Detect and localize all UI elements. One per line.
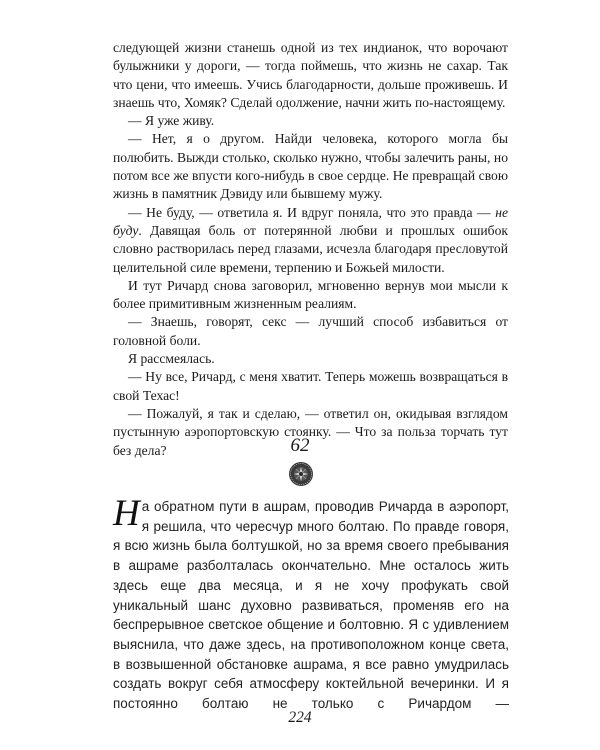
paragraph: Я рассмеялась. xyxy=(128,351,215,367)
chapter-opening-paragraph xyxy=(113,493,509,714)
dialogue-line: — Я уже живу. xyxy=(128,113,215,129)
text-run: а обратном пути в ашрам, проводив Ричарда в аэропорт, я решила, что чересчур много болтаю. По правде говоря, я всю жизнь была болтушкой, но за время своего пребывания в ашраме разболталась окончательно. Мне осталось жить здесь еще два месяца, и я не хочу профукать свой уникальный шанс духовно развиваться, променяв его на беспрерывное светское общение и болтовню. Я с удивлением выяснила, что даже здесь, на противоположном конце света, в возвышенной обстановке ашрама, я все равно умудрилась создать вокруг себя атмосферу коктейльной вечеринки. И я постоянно болтаю не только с Ричардом — xyxy=(113,499,509,712)
text-run: . Давящая боль от потерянной любви и прошлых ошибок словно растворилась перед глазами, исчезла благодаря пресловутой целительной силе времени, терпению и Божьей милости. xyxy=(113,222,508,275)
page-number: 224 xyxy=(288,709,312,726)
dialogue-line: — Знаешь, говорят, секс — лучший способ избавиться от головной боли. xyxy=(113,314,508,348)
ornament-medallion-icon xyxy=(288,461,314,487)
paragraph: следующей жизни станешь одной из тех индианок, что ворочают булыжники у дороги, — тогда поймешь, что жизнь не сахар. Так что цени, что имеешь. Учись благодарности, дольше проживешь. И знаешь что, Хомяк? Сделай одолжение, начни жить по-настоящему. xyxy=(113,40,508,110)
emphasis-text: не буду xyxy=(113,204,508,238)
chapter-number: 62 xyxy=(290,435,310,456)
dialogue-line: — Пожалуй, я так и сделаю, — ответил он, окидывая взглядом пустынную аэропортовскую стоянку. — Что за польза торчать тут без дела? xyxy=(113,405,508,458)
dialogue-line: — Ну все, Ричард, с меня хватит. Теперь можешь возвращаться в свой Техас! xyxy=(113,369,508,403)
dialogue-line xyxy=(113,204,508,277)
chapter-body xyxy=(113,493,509,714)
drop-cap: Н xyxy=(113,493,140,534)
text-run: — Не буду, — ответила я. И вдруг поняла, что это правда — xyxy=(128,204,496,220)
paragraph: И тут Ричард снова заговорил, мгновенно вернув мои мысли к более примитивным жизненным реалиям. xyxy=(113,277,508,312)
previous-chapter-text xyxy=(113,39,508,460)
dialogue-line: — Нет, я о другом. Найди человека, которого могла бы полюбить. Выжди столько, сколько нужно, чтобы залечить раны, но потом все же впусти кого-нибудь в свое сердце. Не превращай свою жизнь в памятник Дэвиду или бывшему мужу. xyxy=(113,131,508,202)
